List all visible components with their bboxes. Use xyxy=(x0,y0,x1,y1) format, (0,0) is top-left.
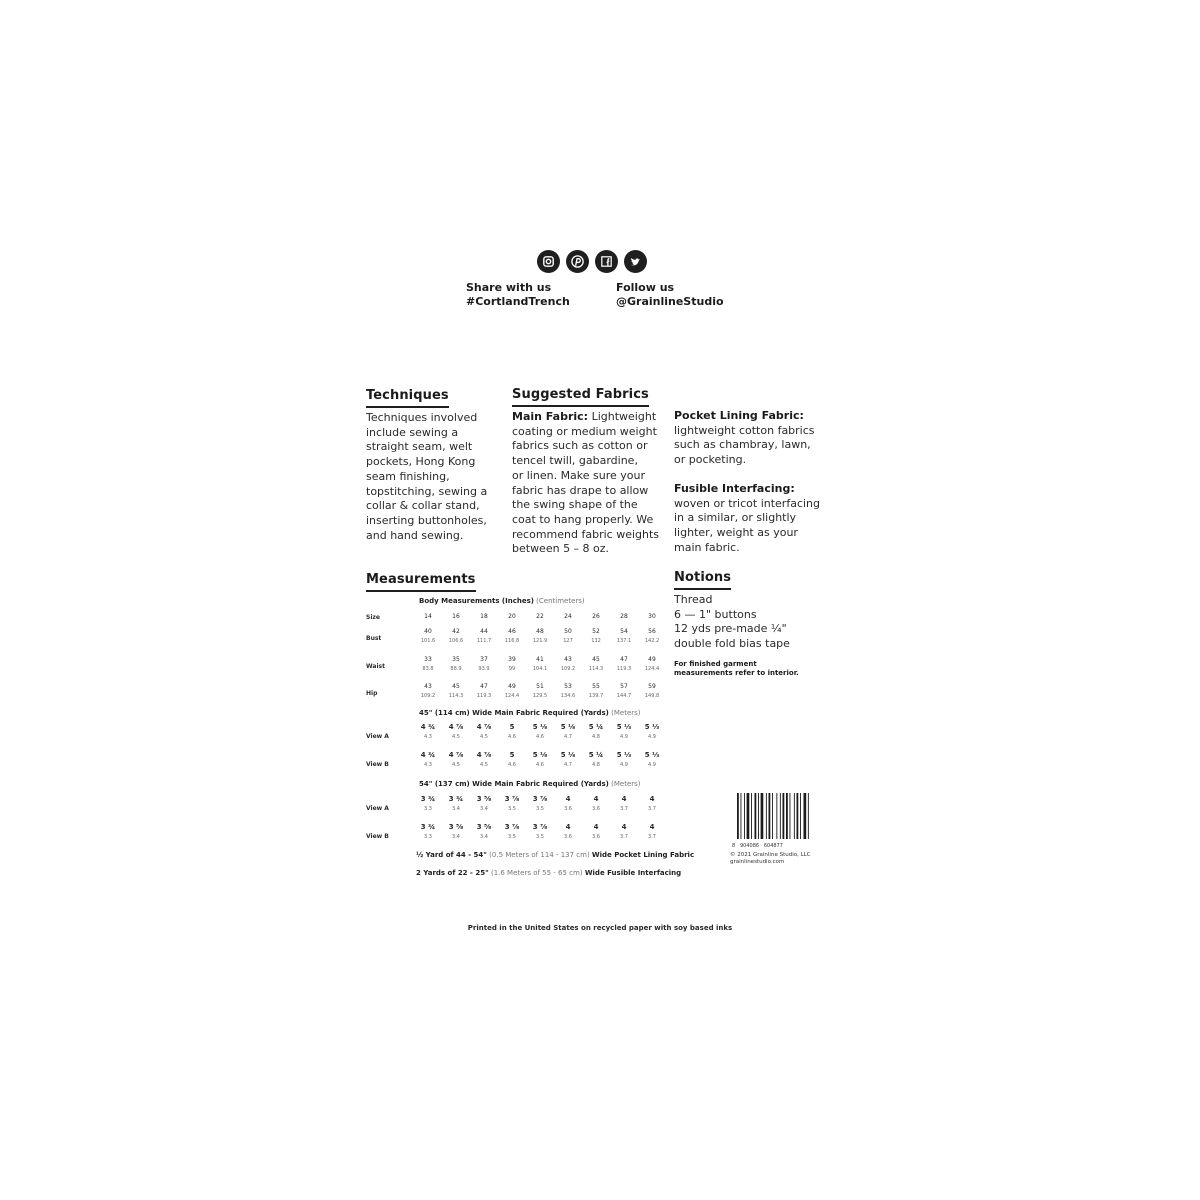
table-cell: 3.4 xyxy=(480,834,488,840)
table-cell: 4 ⅞ xyxy=(476,723,492,731)
printed-notice: Printed in the United States on recycled paper with soy based inks xyxy=(467,924,733,932)
pocket-lining-label: Pocket Lining Fabric: xyxy=(674,409,804,422)
table-cell: 3.5 xyxy=(508,806,516,812)
pocket-lining-requirement: ½ Yard of 44 - 54" (0.5 Meters of 114 - 137 cm) Wide Pocket Lining Fabric xyxy=(416,851,695,859)
table-cell: 4 xyxy=(593,823,599,831)
table-cell: 93.9 xyxy=(478,666,490,672)
table-cell: 3 ⅝ xyxy=(448,823,464,831)
table-cell: 20 xyxy=(508,613,516,620)
table-cell: 109.2 xyxy=(420,693,436,699)
table-cell: 4.6 xyxy=(536,734,544,740)
text-line: coat to hang properly. We xyxy=(512,512,654,526)
table-cell: 106.6 xyxy=(448,638,464,644)
table-cell: 4.9 xyxy=(620,762,628,768)
table-cell: 4.9 xyxy=(620,734,628,740)
table-cell: 28 xyxy=(620,613,628,620)
table-cell: 3.7 xyxy=(648,834,656,840)
text-line: Lightweight xyxy=(588,410,657,423)
text-line: pockets, Hong Kong xyxy=(366,455,476,469)
table-cell: 4 xyxy=(621,823,627,831)
notions-heading: Notions xyxy=(674,570,731,590)
table-cell: 4 ⅞ xyxy=(448,723,464,731)
table-cell: 104.1 xyxy=(532,666,548,672)
row-label: Hip xyxy=(366,690,378,697)
table-cell: 3 ⅝ xyxy=(476,795,492,803)
barcode-bar xyxy=(786,793,788,839)
text-line: or linen. Make sure your xyxy=(512,468,646,482)
website-link[interactable]: grainlinestudio.com xyxy=(730,859,785,865)
notion-item: double fold bias tape xyxy=(674,637,790,651)
text-line: the swing shape of the xyxy=(512,498,638,512)
fabrics-heading: Suggested Fabrics xyxy=(512,387,649,407)
techniques-text xyxy=(366,411,506,543)
twitter-icon[interactable] xyxy=(624,250,647,273)
table-cell: 5 ¼ xyxy=(588,751,604,759)
table-cell: 4 xyxy=(649,795,655,803)
barcode-bar xyxy=(804,793,807,839)
table-cell: 114.3 xyxy=(448,693,464,699)
table-cell: 111.7 xyxy=(476,638,492,644)
follow-us xyxy=(616,281,724,309)
barcode-bar xyxy=(758,793,759,839)
barcode-bar xyxy=(790,793,791,839)
text-line: inserting buttonholes, xyxy=(366,513,487,527)
table-cell: 5 ⅓ xyxy=(616,723,632,731)
table-cell: 5 ¼ xyxy=(588,723,604,731)
table-cell: 4.5 xyxy=(452,762,460,768)
barcode-bar xyxy=(794,793,795,839)
table-cell: 4.7 xyxy=(564,734,572,740)
table-cell: 119.3 xyxy=(476,693,492,699)
row-label: Size xyxy=(366,614,380,621)
table-cell: 83.8 xyxy=(422,666,434,672)
barcode-bar xyxy=(769,793,771,839)
table-cell: 51 xyxy=(536,683,544,690)
table-cell: 3.6 xyxy=(564,806,572,812)
text-line: or pocketing. xyxy=(674,453,747,467)
table-cell: 59 xyxy=(648,683,656,690)
row-label: Bust xyxy=(366,635,382,642)
table-cell: 3.7 xyxy=(620,834,628,840)
copyright-line: © 2021 Grainline Studio, LLC xyxy=(730,852,811,858)
table-cell: 142.2 xyxy=(644,638,660,644)
main-fabric-label: Main Fabric: xyxy=(512,410,589,423)
fusible-interfacing-text xyxy=(674,482,834,556)
barcode-digits: 8 904086 604877 xyxy=(732,843,783,849)
table-cell: 129.5 xyxy=(532,693,548,699)
text-line: and hand sewing. xyxy=(366,528,464,542)
table-cell: 5 xyxy=(509,723,515,731)
barcode-bar xyxy=(737,793,739,839)
table-cell: 4 ¾ xyxy=(420,723,436,731)
table-cell: 5 ⅛ xyxy=(560,751,576,759)
table-cell: 50 xyxy=(564,628,572,635)
text-line: in a similar, or slightly xyxy=(674,511,797,525)
text-line: woven or tricot interfacing xyxy=(674,496,821,510)
techniques-heading: Techniques xyxy=(366,388,449,408)
table-cell: 116.8 xyxy=(504,638,520,644)
table-cell: 47 xyxy=(480,683,488,690)
table-cell: 45 xyxy=(452,683,460,690)
table-cell: 3 ⅞ xyxy=(532,795,548,803)
table-cell: 4 xyxy=(593,795,599,803)
table-cell: 4.7 xyxy=(564,762,572,768)
table-cell: 48 xyxy=(536,628,544,635)
barcode-bar xyxy=(783,793,785,839)
table-cell: 4.9 xyxy=(648,734,656,740)
table-cell: 3.4 xyxy=(452,806,460,812)
table-cell: 24 xyxy=(564,613,572,620)
table-cell: 137.1 xyxy=(616,638,632,644)
table-cell: 4.8 xyxy=(592,762,600,768)
table-cell: 44 xyxy=(480,628,488,635)
table-cell: 26 xyxy=(592,613,600,620)
share-label: Share with us xyxy=(466,281,552,294)
table-cell: 124.4 xyxy=(504,693,520,699)
table-cell: 5 ⅛ xyxy=(532,723,548,731)
table-cell: 40 xyxy=(424,628,432,635)
barcode-bar xyxy=(744,793,745,839)
table-cell: 5 ⅓ xyxy=(616,751,632,759)
table-cell: 119.3 xyxy=(616,666,632,672)
fabric-54-heading: 54" (137 cm) Wide Main Fabric Required (Yards) (Meters) xyxy=(419,780,641,788)
notion-item: Thread xyxy=(674,593,713,606)
body-measurements-heading: Body Measurements (Inches) (Centimeters) xyxy=(419,597,585,605)
text-line: Techniques involved xyxy=(366,411,478,424)
table-cell: 49 xyxy=(648,656,656,663)
table-cell: 3 ¾ xyxy=(420,795,436,803)
table-cell: 3.6 xyxy=(564,834,572,840)
table-cell: 3.5 xyxy=(508,834,516,840)
table-cell: 134.6 xyxy=(560,693,576,699)
table-cell: 132 xyxy=(591,638,601,644)
barcode-bar xyxy=(741,793,742,839)
barcode-bar xyxy=(751,793,752,839)
row-label: View B xyxy=(366,833,389,840)
table-cell: 18 xyxy=(480,613,488,620)
table-cell: 5 xyxy=(509,751,515,759)
fusible-requirement: 2 Yards of 22 - 25" (1.6 Meters of 55 - 65 cm) Wide Fusible Interfacing xyxy=(416,869,682,877)
share-hashtag[interactable]: #CortlandTrench xyxy=(466,295,570,308)
barcode-bar xyxy=(800,793,801,839)
text-line: fabrics such as cotton or xyxy=(512,439,648,453)
table-cell: 43 xyxy=(424,683,432,690)
instagram-icon[interactable] xyxy=(537,250,560,273)
note-line: For finished garment xyxy=(674,660,757,668)
table-cell: 88.9 xyxy=(450,666,462,672)
text-line: topstitching, sewing a xyxy=(366,484,488,498)
table-cell: 52 xyxy=(592,628,600,635)
table-cell: 4 xyxy=(565,823,571,831)
table-cell: 56 xyxy=(648,628,656,635)
pocket-lining-text xyxy=(674,409,834,468)
row-label: View A xyxy=(366,733,389,740)
notion-item: 12 yds pre-made ¼" xyxy=(674,622,787,636)
table-cell: 3 ⅞ xyxy=(504,823,520,831)
table-cell: 3 ⅞ xyxy=(504,795,520,803)
text-line: fabric has drape to allow xyxy=(512,483,649,497)
row-label: View A xyxy=(366,805,389,812)
table-cell: 30 xyxy=(648,613,656,620)
table-cell: 3.3 xyxy=(424,806,432,812)
table-cell: 4 xyxy=(649,823,655,831)
table-cell: 4.5 xyxy=(452,734,460,740)
follow-handle[interactable]: @GrainlineStudio xyxy=(616,295,724,308)
table-cell: 4.6 xyxy=(536,762,544,768)
barcode xyxy=(736,793,816,841)
table-cell: 3.7 xyxy=(620,806,628,812)
barcode-bar xyxy=(761,793,764,839)
text-line: include sewing a xyxy=(366,425,459,439)
text-line: between 5 – 8 oz. xyxy=(512,542,610,556)
table-cell: 33 xyxy=(424,656,432,663)
table-cell: 3.4 xyxy=(452,834,460,840)
table-cell: 99 xyxy=(508,666,516,672)
table-cell: 45 xyxy=(592,656,600,663)
table-cell: 3.5 xyxy=(536,806,544,812)
barcode-bar xyxy=(755,793,757,839)
table-cell: 4 ¾ xyxy=(420,751,436,759)
text-line: lightweight cotton fabrics xyxy=(674,423,815,437)
row-label: Waist xyxy=(366,663,385,670)
table-cell: 4.9 xyxy=(648,762,656,768)
table-cell: 43 xyxy=(564,656,572,663)
barcode-bar xyxy=(747,793,750,839)
table-cell: 46 xyxy=(508,628,516,635)
text-line: collar & collar stand, xyxy=(366,499,480,513)
text-line: seam finishing, xyxy=(366,469,450,483)
table-cell: 3 ¾ xyxy=(448,795,464,803)
table-cell: 41 xyxy=(536,656,544,663)
pinterest-icon[interactable] xyxy=(566,250,589,273)
notions-list xyxy=(674,593,834,652)
share-with-us xyxy=(466,281,570,309)
table-cell: 4.3 xyxy=(424,734,432,740)
text-line: recommend fabric weights xyxy=(512,527,660,541)
table-cell: 4 ⅞ xyxy=(448,751,464,759)
table-cell: 5 ⅛ xyxy=(532,751,548,759)
table-cell: 3.7 xyxy=(648,806,656,812)
follow-label: Follow us xyxy=(616,281,675,294)
table-cell: 3.3 xyxy=(424,834,432,840)
finished-measurements-note xyxy=(674,660,799,678)
text-line: main fabric. xyxy=(674,540,740,554)
fusible-label: Fusible Interfacing: xyxy=(674,482,795,495)
facebook-icon[interactable] xyxy=(595,250,618,273)
main-fabric-text xyxy=(512,410,672,557)
table-cell: 139.7 xyxy=(588,693,604,699)
table-cell: 121.9 xyxy=(532,638,548,644)
table-cell: 14 xyxy=(424,613,432,620)
table-cell: 4 xyxy=(565,795,571,803)
measurements-heading: Measurements xyxy=(366,572,476,592)
table-cell: 16 xyxy=(452,613,460,620)
text-line: coating or medium weight xyxy=(512,424,657,438)
table-cell: 53 xyxy=(564,683,572,690)
barcode-bar xyxy=(797,793,799,839)
barcode-bar xyxy=(808,793,809,839)
table-cell: 37 xyxy=(480,656,488,663)
table-cell: 114.3 xyxy=(588,666,604,672)
table-cell: 4.6 xyxy=(508,734,516,740)
barcode-bar xyxy=(780,793,781,839)
table-cell: 5 ⅛ xyxy=(560,723,576,731)
table-cell: 3 ⅝ xyxy=(476,823,492,831)
measurements-table xyxy=(366,595,666,885)
table-cell: 5 ⅓ xyxy=(644,751,660,759)
row-label: View B xyxy=(366,761,389,768)
text-line: lighter, weight as your xyxy=(674,526,798,540)
table-cell: 3.5 xyxy=(536,834,544,840)
note-line: measurements refer to interior. xyxy=(674,669,799,677)
barcode-bar xyxy=(776,793,777,839)
table-cell: 4.5 xyxy=(480,734,488,740)
table-cell: 55 xyxy=(592,683,600,690)
table-cell: 57 xyxy=(620,683,628,690)
table-cell: 54 xyxy=(620,628,628,635)
table-cell: 4 xyxy=(621,795,627,803)
table-cell: 124.4 xyxy=(644,666,660,672)
table-cell: 5 ⅓ xyxy=(644,723,660,731)
table-cell: 47 xyxy=(620,656,628,663)
table-cell: 4.6 xyxy=(508,762,516,768)
barcode-bar xyxy=(772,793,773,839)
table-cell: 3.6 xyxy=(592,806,600,812)
table-cell: 149.8 xyxy=(644,693,660,699)
table-cell: 35 xyxy=(452,656,460,663)
table-cell: 22 xyxy=(536,613,544,620)
text-line: tencel twill, gabardine, xyxy=(512,454,638,468)
social-icons xyxy=(537,250,647,273)
table-cell: 109.2 xyxy=(560,666,576,672)
table-cell: 42 xyxy=(452,628,460,635)
fabric-45-heading: 45" (114 cm) Wide Main Fabric Required (Yards) (Meters) xyxy=(419,709,641,717)
copyright xyxy=(730,852,811,866)
table-cell: 4.3 xyxy=(424,762,432,768)
table-cell: 39 xyxy=(508,656,516,663)
table-cell: 4 ⅞ xyxy=(476,751,492,759)
notion-item: 6 — 1" buttons xyxy=(674,607,757,621)
barcode-bar xyxy=(766,793,767,839)
table-cell: 101.6 xyxy=(420,638,436,644)
table-cell: 3.6 xyxy=(592,834,600,840)
table-cell: 4.8 xyxy=(592,734,600,740)
table-cell: 3 ¾ xyxy=(420,823,436,831)
table-cell: 3 ⅞ xyxy=(532,823,548,831)
text-line: straight seam, welt xyxy=(366,440,473,454)
table-cell: 144.7 xyxy=(616,693,632,699)
table-cell: 3.4 xyxy=(480,806,488,812)
text-line: such as chambray, lawn, xyxy=(674,438,811,452)
table-cell: 4.5 xyxy=(480,762,488,768)
table-cell: 49 xyxy=(508,683,516,690)
table-cell: 127 xyxy=(563,638,573,644)
